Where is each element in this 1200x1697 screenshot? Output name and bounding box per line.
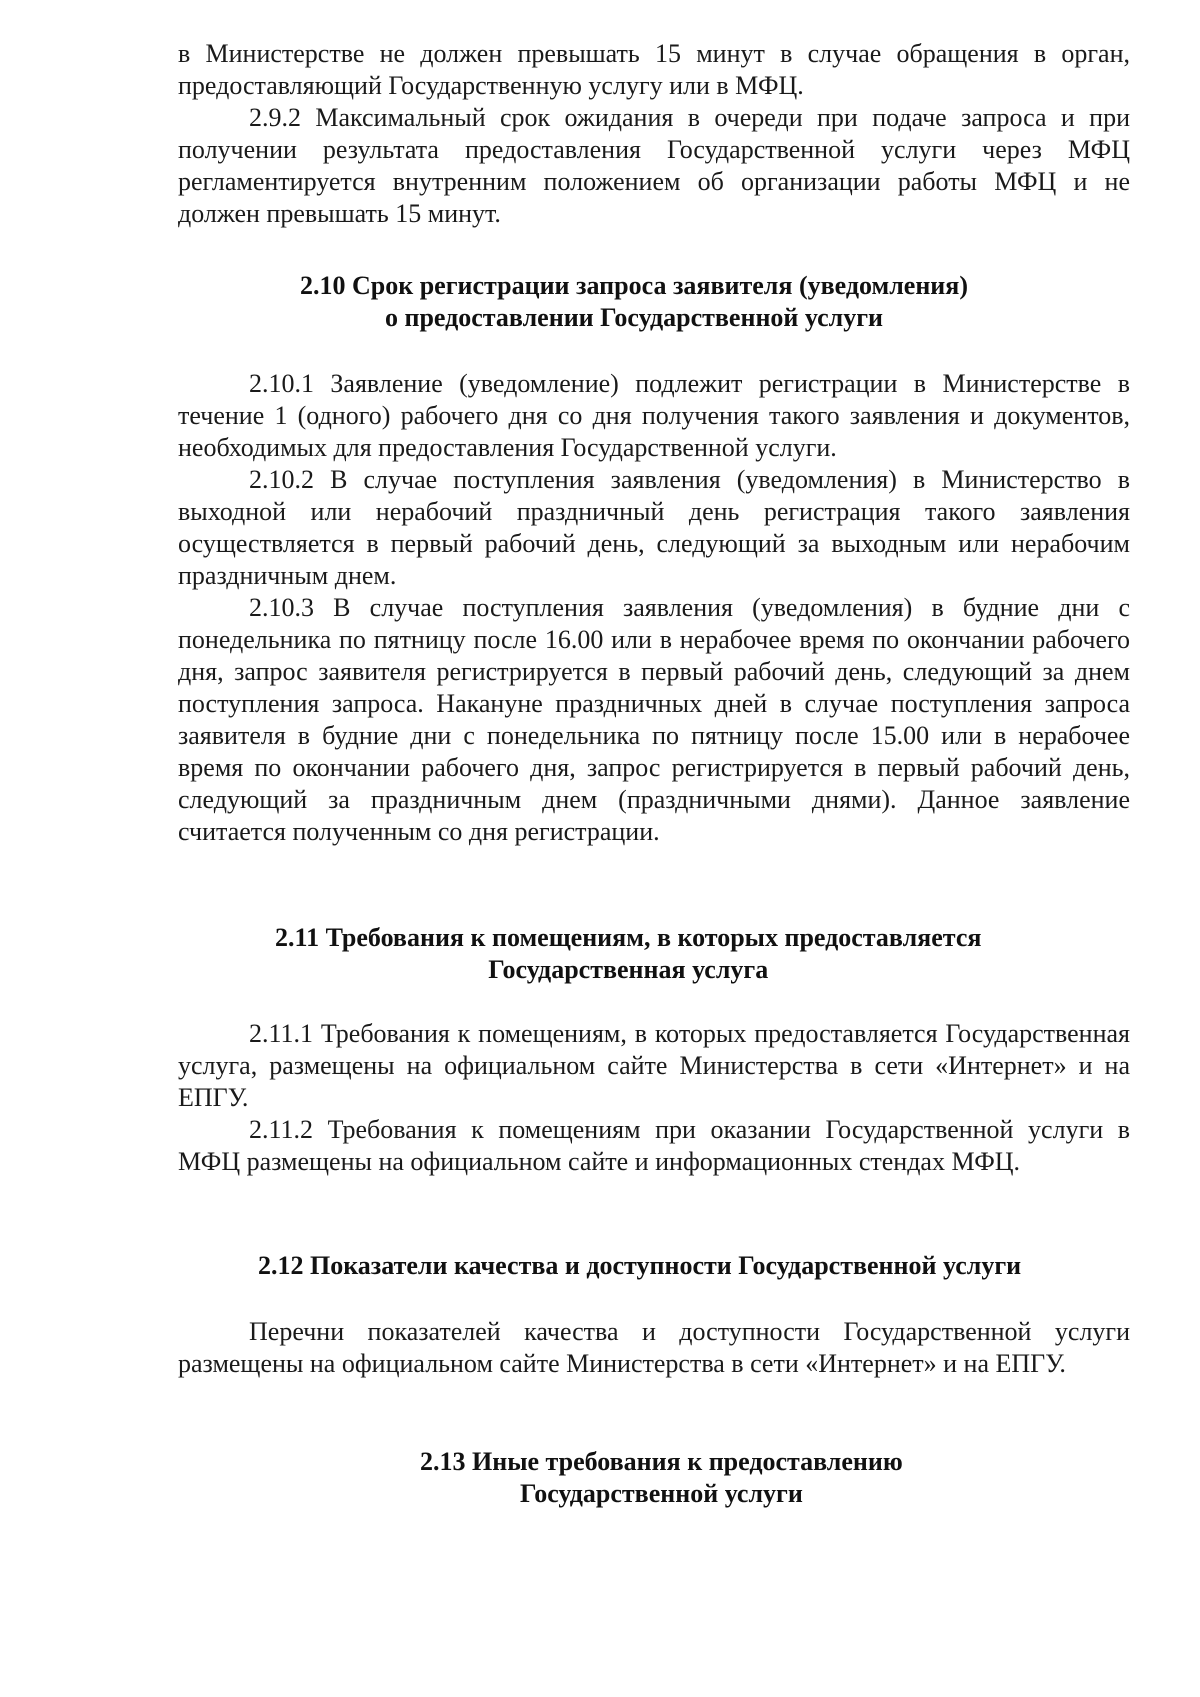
paragraph-2-11-2: 2.11.2 Требования к помещениям при оказании Государственной услуги в МФЦ размещены на официальном сайте и информационных стендах МФЦ. <box>178 1115 1130 1176</box>
heading-2-13 <box>420 1446 903 1510</box>
paragraph-2-10-3: 2.10.3 В случае поступления заявления (уведомления) в будние дни с понедельника по пятницу после 16.00 или в нерабочее время по окончании рабочего дня, запрос заявителя регистрируется в первый рабочий день, следующий за днем поступления запроса. Накануне праздничных дней в случае поступления запроса заявителя в будние дни с понедельника по пятницу после 15.00 или в нерабочее время по окончании рабочего дня, запрос регистрируется в первый рабочий день, следующий за праздничным днем (праздничными днями). Данное заявление считается полученным со дня регистрации. <box>178 593 1130 846</box>
heading-2-10-line-1: 2.10 Срок регистрации запроса заявителя (уведомления) <box>300 271 969 300</box>
section-2-10-text <box>178 368 1130 848</box>
section-2-11-text <box>178 1018 1130 1178</box>
section-2-9-text <box>178 38 1130 230</box>
heading-2-10 <box>300 270 968 334</box>
heading-2-11 <box>275 922 981 986</box>
paragraph-2-10-1: 2.10.1 Заявление (уведомление) подлежит регистрации в Министерстве в течение 1 (одного) рабочего дня со дня получения такого заявления и документов, необходимых для предоставления Государственной услуги. <box>178 369 1130 462</box>
heading-2-12 <box>258 1250 1021 1282</box>
heading-2-13-line-1: 2.13 Иные требования к предоставлению <box>420 1447 903 1476</box>
paragraph-2-9-continued: в Министерстве не должен превышать 15 минут в случае обращения в орган, предоставляющий Государственную услугу или в МФЦ. <box>178 39 1130 100</box>
paragraph-2-10-2: 2.10.2 В случае поступления заявления (уведомления) в Министерство в выходной или нерабочий праздничный день регистрация такого заявления осуществляется в первый рабочий день, следующий за выходным или нерабочим праздничным днем. <box>178 465 1130 590</box>
paragraph-2-12-1: Перечни показателей качества и доступности Государственной услуги размещены на официальном сайте Министерства в сети «Интернет» и на ЕПГУ. <box>178 1317 1130 1378</box>
heading-2-11-line-1: 2.11 Требования к помещениям, в которых предоставляется <box>275 923 982 952</box>
heading-2-13-line-2: Государственной услуги <box>519 1479 803 1508</box>
heading-2-11-line-2: Государственная услуга <box>488 955 769 984</box>
section-2-12-text <box>178 1316 1130 1380</box>
paragraph-2-9-2: 2.9.2 Максимальный срок ожидания в очереди при подаче запроса и при получении результата предоставления Государственной услуги через МФЦ регламентируется внутренним положением об организации работы МФЦ и не должен превышать 15 минут. <box>178 103 1130 228</box>
heading-2-10-line-2: о предоставлении Государственной услуги <box>384 303 884 332</box>
paragraph-2-11-1: 2.11.1 Требования к помещениям, в которых предоставляется Государственная услуга, размещены на официальном сайте Министерства в сети «Интернет» и на ЕПГУ. <box>178 1019 1130 1112</box>
heading-2-12-line-1: 2.12 Показатели качества и доступности Государственной услуги <box>258 1251 1022 1280</box>
